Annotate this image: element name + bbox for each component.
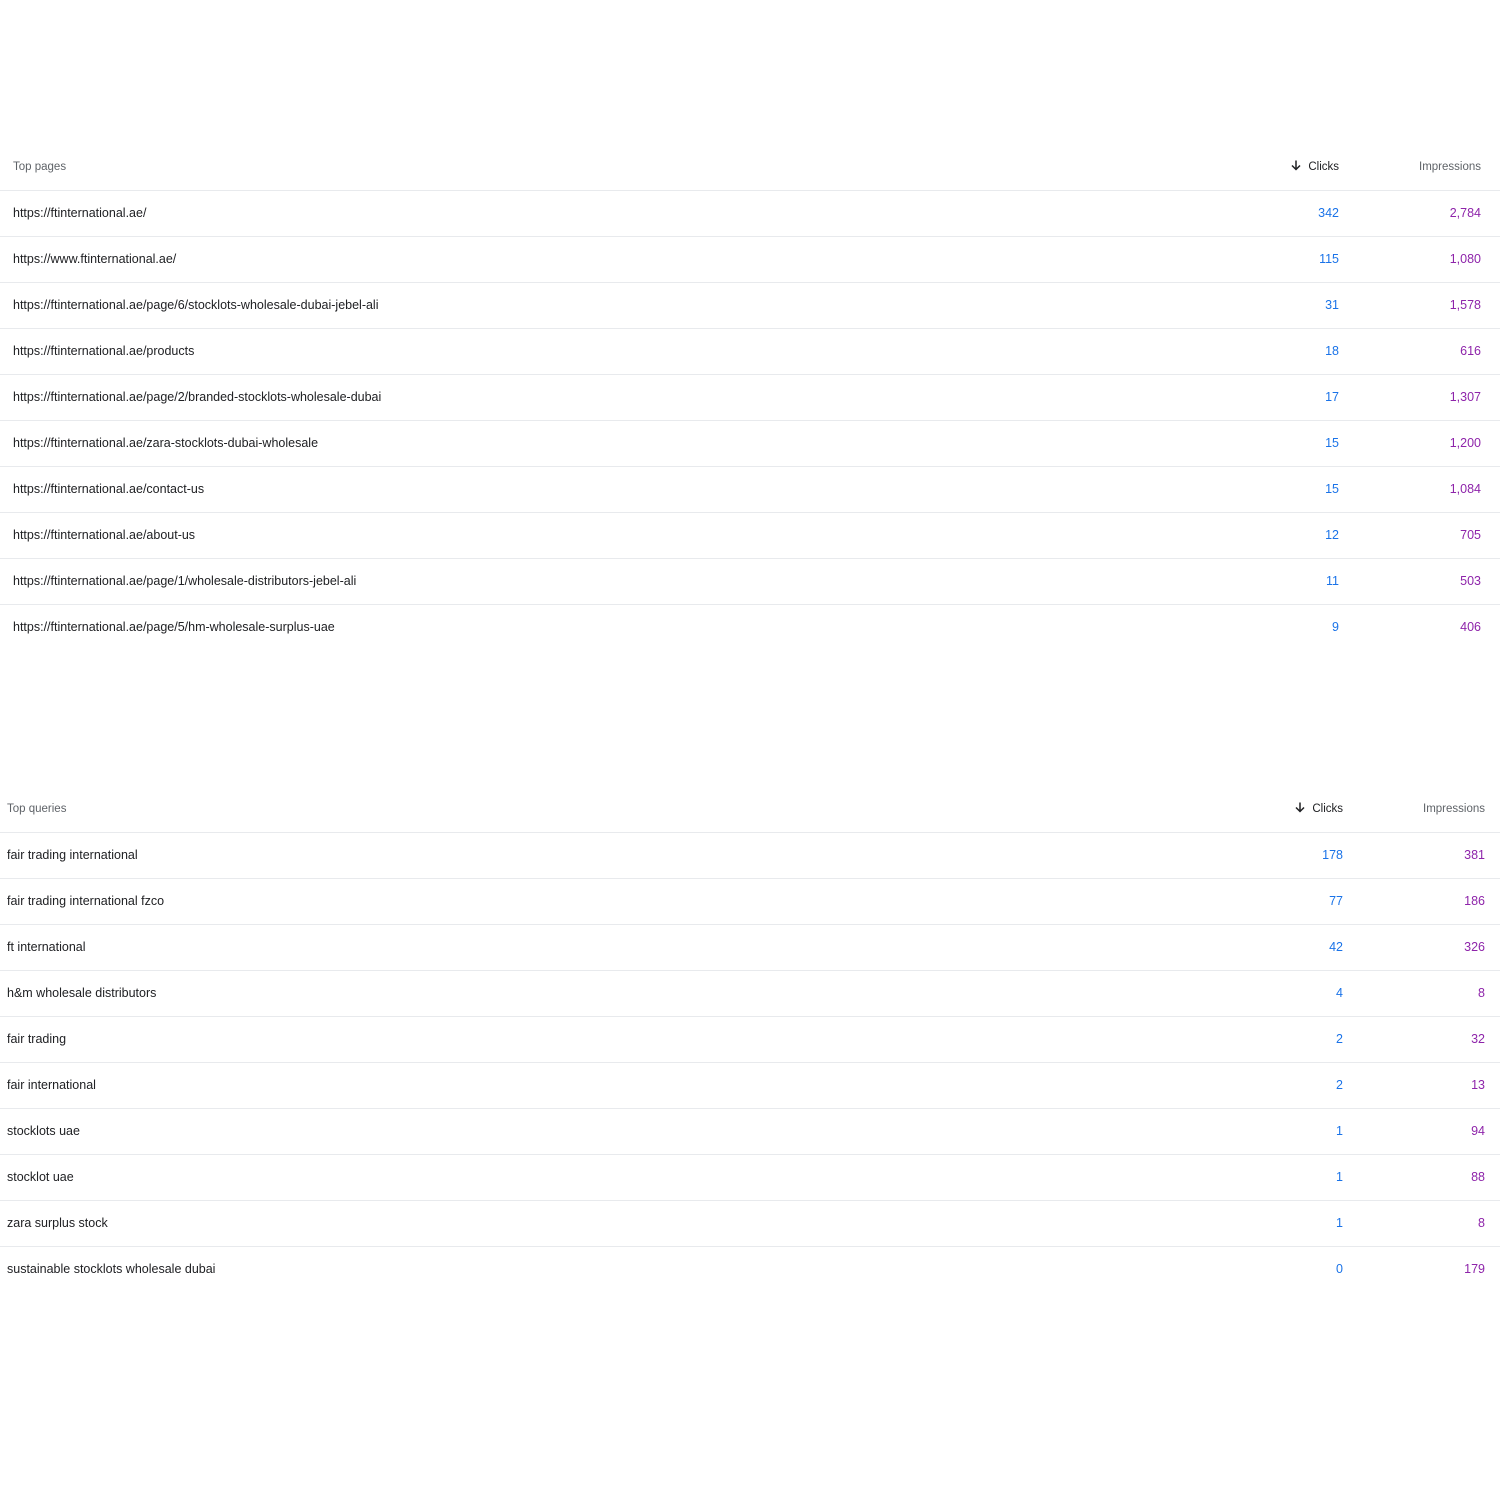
top-queries-header-label: Top queries: [7, 803, 67, 815]
clicks-value: 1: [1336, 1124, 1343, 1138]
query-row[interactable]: [0, 1063, 1500, 1109]
query-row[interactable]: [0, 971, 1500, 1017]
page-row[interactable]: [0, 283, 1500, 329]
top-pages-rows: [0, 191, 1500, 651]
clicks-value: 342: [1318, 206, 1339, 220]
clicks-column-header[interactable]: [1290, 145, 1339, 190]
impressions-value: 8: [1478, 1216, 1485, 1230]
clicks-value: 9: [1332, 620, 1339, 634]
impressions-column-header[interactable]: Impressions: [1419, 161, 1481, 173]
query-row-label: fair trading: [7, 1032, 67, 1046]
query-row-label: stocklot uae: [7, 1170, 74, 1184]
clicks-column-header[interactable]: [1294, 787, 1343, 832]
clicks-column-label: Clicks: [1308, 161, 1339, 173]
clicks-value: 11: [1326, 574, 1339, 588]
clicks-value: 178: [1322, 848, 1343, 862]
page-row[interactable]: [0, 375, 1500, 421]
query-row[interactable]: [0, 1247, 1500, 1293]
impressions-value: 616: [1460, 344, 1481, 358]
impressions-value: 94: [1471, 1124, 1485, 1138]
impressions-value: 1,307: [1449, 390, 1481, 404]
impressions-value: 8: [1478, 986, 1485, 1000]
clicks-value: 17: [1325, 390, 1339, 404]
page-row[interactable]: [0, 329, 1500, 375]
page-row-label: https://ftinternational.ae/products: [13, 344, 195, 358]
clicks-value: 1: [1336, 1170, 1343, 1184]
impressions-value: 406: [1460, 620, 1481, 634]
query-row-label: fair international: [7, 1078, 96, 1092]
impressions-value: 326: [1464, 940, 1485, 954]
query-row[interactable]: [0, 1017, 1500, 1063]
page-row[interactable]: [0, 421, 1500, 467]
impressions-value: 88: [1471, 1170, 1485, 1184]
query-row[interactable]: [0, 1155, 1500, 1201]
impressions-value: 503: [1460, 574, 1481, 588]
impressions-column-header[interactable]: Impressions: [1423, 803, 1485, 815]
clicks-value: 77: [1329, 894, 1343, 908]
query-row-label: fair trading international: [7, 848, 138, 862]
query-row[interactable]: [0, 833, 1500, 879]
page-row-label: https://ftinternational.ae/page/1/wholesale-distributors-jebel-ali: [13, 574, 357, 588]
clicks-value: 115: [1319, 252, 1339, 266]
clicks-value: 2: [1336, 1078, 1343, 1092]
clicks-value: 42: [1329, 940, 1343, 954]
clicks-value: 1: [1336, 1216, 1343, 1230]
query-row-label: stocklots uae: [7, 1124, 80, 1138]
query-row[interactable]: [0, 1201, 1500, 1247]
query-row-label: h&m wholesale distributors: [7, 986, 157, 1000]
clicks-value: 4: [1336, 986, 1343, 1000]
impressions-value: 381: [1464, 848, 1485, 862]
clicks-value: 12: [1325, 528, 1339, 542]
clicks-value: 15: [1325, 436, 1339, 450]
top-pages-header: [0, 145, 1500, 191]
page-row[interactable]: [0, 467, 1500, 513]
top-pages-header-label: Top pages: [13, 161, 67, 173]
page-row[interactable]: [0, 191, 1500, 237]
impressions-value: 179: [1464, 1262, 1485, 1276]
page-row-label: https://ftinternational.ae/zara-stocklots-dubai-wholesale: [13, 436, 319, 450]
query-row[interactable]: [0, 1109, 1500, 1155]
impressions-value: 1,578: [1449, 298, 1481, 312]
page-row-label: https://ftinternational.ae/about-us: [13, 528, 196, 542]
query-row-label: fair trading international fzco: [7, 894, 165, 908]
query-row[interactable]: [0, 879, 1500, 925]
impressions-value: 13: [1471, 1078, 1485, 1092]
arrow-down-icon: [1290, 159, 1302, 171]
page-row[interactable]: [0, 605, 1500, 651]
clicks-value: 31: [1325, 298, 1339, 312]
clicks-value: 2: [1336, 1032, 1343, 1046]
impressions-value: 32: [1471, 1032, 1485, 1046]
page-row[interactable]: [0, 559, 1500, 605]
page-row-label: https://ftinternational.ae/page/2/branded-stocklots-wholesale-dubai: [13, 390, 382, 404]
impressions-value: 186: [1464, 894, 1485, 908]
page-row-label: https://www.ftinternational.ae/: [13, 252, 177, 266]
clicks-value: 0: [1336, 1262, 1343, 1276]
top-queries-header: [0, 787, 1500, 833]
impressions-value: 1,200: [1449, 436, 1481, 450]
query-row-label: ft international: [7, 940, 86, 954]
top-pages-table: [0, 145, 1500, 651]
page-row-label: https://ftinternational.ae/: [13, 206, 147, 220]
impressions-value: 1,084: [1449, 482, 1481, 496]
page-row[interactable]: [0, 237, 1500, 283]
page-row-label: https://ftinternational.ae/page/6/stocklots-wholesale-dubai-jebel-ali: [13, 298, 379, 312]
impressions-value: 705: [1460, 528, 1481, 542]
query-row-label: zara surplus stock: [7, 1216, 108, 1230]
clicks-column-label: Clicks: [1312, 803, 1343, 815]
page-row-label: https://ftinternational.ae/contact-us: [13, 482, 205, 496]
top-queries-rows: [0, 833, 1500, 1293]
query-row[interactable]: [0, 925, 1500, 971]
page-row[interactable]: [0, 513, 1500, 559]
clicks-value: 18: [1325, 344, 1339, 358]
query-row-label: sustainable stocklots wholesale dubai: [7, 1262, 216, 1276]
impressions-value: 1,080: [1449, 252, 1481, 266]
clicks-value: 15: [1325, 482, 1339, 496]
arrow-down-icon: [1294, 801, 1306, 813]
top-queries-table: [0, 787, 1500, 1293]
impressions-value: 2,784: [1449, 206, 1481, 220]
page-row-label: https://ftinternational.ae/page/5/hm-wholesale-surplus-uae: [13, 620, 335, 634]
